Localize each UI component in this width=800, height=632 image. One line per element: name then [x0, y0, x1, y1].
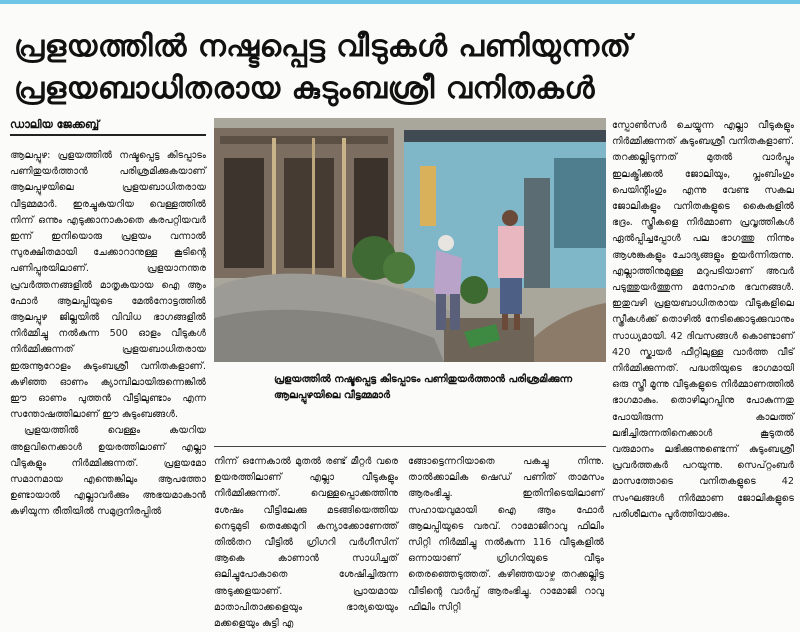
- article-column-left: [10, 148, 206, 608]
- photo-caption-box: [214, 362, 606, 447]
- article-paragraph: നിന്ന് ഒന്നേകാൽ മുതൽ രണ്ട് മീറ്റർ വരെ ഉയരത്തിലാണ് എല്ലാ വീടുകളും നിർമ്മിക്കുന്നത്. വെള്ളപ്പൊക്കത്തിനു ശേഷം വീട്ടിലേക്കു മടങ്ങിയെത്തിയ നെടുമുടി തെക്കേമുറി കന്യാക്കോണേത്ത് തിൽതറ വീട്ടിൽ ഗ്രിഗറി വർഗീസിന് ആകെ കാണാൻ സാധിച്ചത് ഒലിച്ചുപോകാതെ ശേഷിച്ചിരുന്ന അടുക്കളയാണ്. പ്രായമായ മാതാപിതാക്കളെയും ഭാര്യയെയും മക്കളെയും കുട്ടി എ: [214, 456, 398, 630]
- article-paragraph: ആലപ്പുഴ: പ്രളയത്തിൽ നഷ്ടപ്പെട്ട കിടപ്പാടം പണിതുയർത്താൻ പരിശ്രമിക്കുകയാണ് ആലപ്പുഴയിലെ പ്രളയബാധിതരായ വീട്ടമ്മമാർ. ഇരച്ചുകയറിയ വെള്ളത്തിൽ നിന്ന് ഒന്നും എടുക്കാനാകാതെ കരപറ്റിയവർ ഇന്ന് ഇനിയൊരു പ്രളയം വന്നാൽ സുരക്ഷിതമായി ചേക്കാറാനുള്ള കൂടിന്റെ പണിപ്പുരയിലാണ്. പ്രളയാനന്തര പ്രവർത്തനങ്ങളിൽ മാതൃകയായ ഐ ആം ഫോർ ആലപ്പിയുടെ മേൽനോട്ടത്തിൽ ആലപ്പുഴ ജില്ലയിൽ വിവിധ ഭാഗങ്ങളിൽ നിർമ്മിച്ചു നൽകുന്ന 500 ഓളം വീടുകൾ നിർമ്മിക്കുന്നത് പ്രളയബാധിതരായ ഇരുന്നൂറോളം കുടുംബശ്രീ വനിതകളാണ്. കഴിഞ്ഞ ഓണം ക്യാമ്പിലായിരുന്നെങ്കിൽ ഈ ഓണം പുത്തൻ വീട്ടിലുണ്ടാം എന്ന സന്തോഷത്തിലാണ് ഈ കുടുംബങ്ങൾ.: [10, 150, 206, 421]
- article-paragraph: ങ്ങോട്ടെന്നറിയാതെ പകച്ചു നിന്നു. താൽക്കാലിക ഷെഡ് പണിത് താമസം ആരംഭിച്ചു. ഇതിനിടെയിലാണ് സഹായവുമായി ഐ ആം ഫോർ ആലപ്പിയുടെ വരവ്. റാമോജിറാവു ഫിലിം സിറ്റി നിർമ്മിച്ചു നൽകുന്ന 116 വീടുകളിൽ ഒന്നായാണ് ഗ്രിഗറിയുടെ വീടും തെരഞ്ഞെടുത്തത്. കഴിഞ്ഞയാഴ്ച തറക്കല്ലിട്ട വീടിന്റെ വാർപ്പ് ആരംഭിച്ചു. റാമോജി റാവു ഫിലിം സിറ്റി: [408, 456, 604, 613]
- headline-line-1: പ്രളയത്തിൽ നഷ്ടപ്പെട്ട വീടുകൾ പണിയുന്നത്: [14, 29, 632, 64]
- headline: [14, 26, 790, 110]
- article-paragraph: പ്രളയത്തിൽ വെള്ളം കയറിയ അളവിനെക്കാൾ ഉയരത്തിലാണ് എല്ലാ വീടുകളും നിർമ്മിക്കുന്നത്. പ്രളയമോ സമാനമായ എന്തെങ്കിലും ആപത്തോ ഉണ്ടായാൽ എല്ലാവർക്കും അഭയമാകാൻ കഴിയുന്ന രീതിയിൽ സമുദ്രനിരപ്പിൽ: [10, 425, 206, 518]
- article-column-right: [612, 118, 794, 608]
- article-paragraph: സ്പോൺസർ ചെയ്യുന്ന എല്ലാ വീടുകളും നിർമ്മിക്കുന്നത് കുടുംബശ്രീ വനിതകളാണ്. തറക്കല്ലിടുന്നത് മുതൽ വാർപ്പും ഇലക്ട്രിക്കൽ ജോലിയും, പ്ലംബിംഗും പെയിന്റിംഗും എന്നു വേണ്ട സകല ജോലികളും വനിതകളുടെ കൈകളിൽ ഭദ്രം. സ്ത്രീകളെ നിർമ്മാണ പ്രവൃത്തികൾ ഏൽപ്പിച്ചപ്പോൾ പല ഭാഗത്തു നിന്നും ആശങ്കകളും ചോദ്യങ്ങളും ഉയർന്നിരുന്നു. എല്ലാത്തിനുമുള്ള മറുപടിയാണ് അവർ പടുത്തുയർത്തുന്ന മനോഹര ഭവനങ്ങൾ. ഇതുവഴി പ്രളയബാധിതരായ വീടുകളിലെ സ്ത്രീകൾക്ക് തൊഴിൽ നേടിക്കൊടുക്കുവാനും സാധ്യമായി. 42 ദിവസങ്ങൾ കൊണ്ടാണ് 420 സ്ക്വയർ ഫീറ്റിലുള്ള വാർത്ത വീട് നിർമ്മിക്കുന്നത്. പദ്ധതിയുടെ ഭാഗമായി ഒരു സ്ത്രീ മൂന്നു വീടുകളുടെ നിർമ്മാണത്തിൽ ഭാഗമാകും. തൊഴിലുറപ്പിനു പോകുന്നതു പോയിരുന്ന കാലത്ത് ലഭിച്ചിരുന്നതിനെക്കാൾ കൂടുതൽ വരുമാനം ലഭിക്കുന്നുണ്ടെന്ന് കുടുംബശ്രീ പ്രവർത്തകർ പറയുന്നു. സെപ്റ്റംബർ മാസത്തോടെ വനിതകളുടെ 42 സംഘങ്ങൾ നിർമ്മാണ ജോലികളുടെ പരിശീലനം പൂർത്തിയാക്കും.: [612, 120, 794, 520]
- top-accent-rule: [0, 0, 800, 4]
- photo-construction-scene: [214, 118, 606, 362]
- article-column-middle-1: [214, 454, 398, 630]
- photo-caption: പ്രളയത്തിൽ നഷ്ടപ്പെട്ട കിടപ്പാടം പണിതുയർത്താൻ പരിശ്രമിക്കുന്ന ആലപ്പുഴയിലെ വീട്ടമ്മമാർ: [274, 374, 573, 401]
- byline: ഡാലിയ ജേക്കബ്ബ്: [10, 118, 100, 131]
- byline-divider: [10, 134, 206, 136]
- article-column-middle-2: [408, 454, 604, 613]
- article-photo: [214, 118, 606, 362]
- headline-line-2: പ്രളയബാധിതരായ കുടുംബശ്രീ വനിതകൾ: [14, 71, 596, 106]
